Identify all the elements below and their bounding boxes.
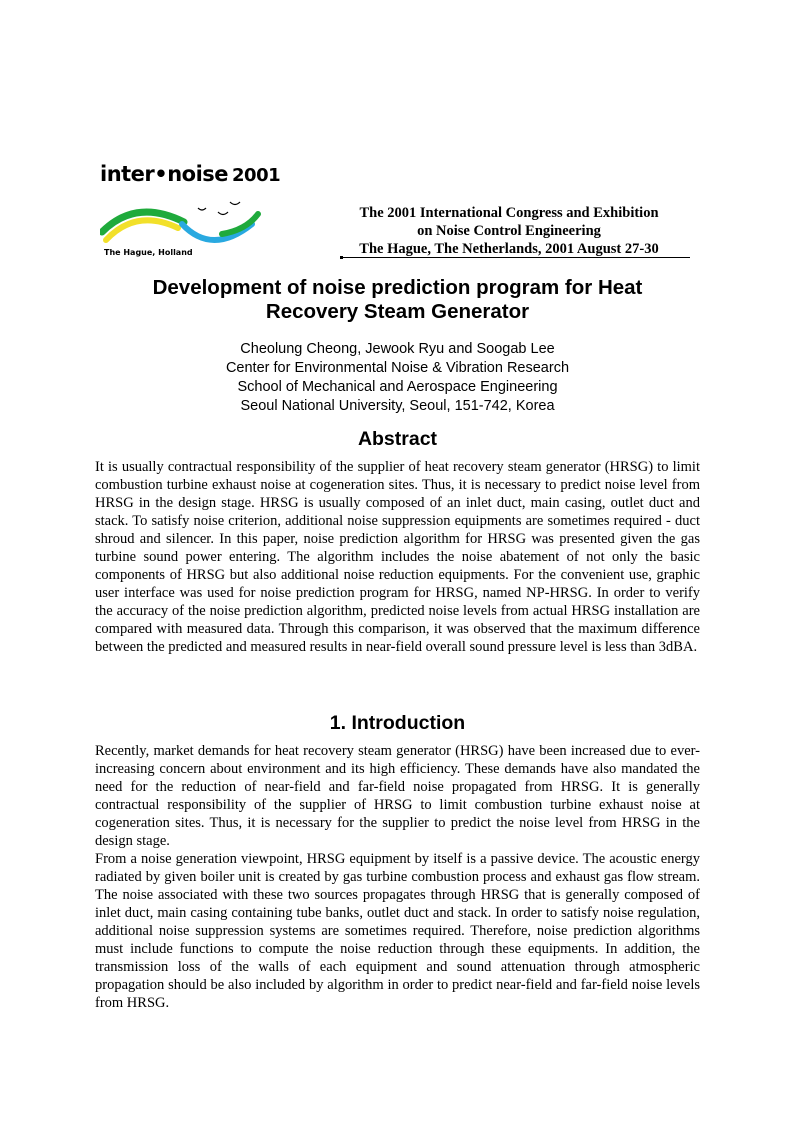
intro-paragraph: From a noise generation viewpoint, HRSG equipment by itself is a passive device. The acoustic energy radiated by given boiler unit is created by gas turbine combustion process and exhaust gas flow stream. The noise associated with these two sources propagates through HRSG that is generally composed of inlet duct, main casing containing tube banks, outlet duct and stack. In order to satisfy noise regulation, additional noise suppression systems are sometimes required. Therefore, noise prediction algorithms must include functions to compute the noise reduction through these equipments. In addition, the transmission loss of the walls of each equipment and sound attenuation through atmospheric propagation should be also included by algorithm in order to predict near-field and far-field noise levels from HRSG.	[95, 851, 700, 1011]
logo-title	[100, 162, 280, 186]
paper-title	[95, 276, 700, 324]
logo-green-right-arc	[222, 214, 258, 234]
conference-line: The Hague, The Netherlands, 2001 August 27-30	[359, 241, 659, 257]
author-names: Cheolung Cheong, Jewook Ryu and Soogab Lee	[240, 341, 555, 357]
title-line: Recovery Steam Generator	[265, 300, 530, 323]
logo-bird-1	[198, 208, 206, 210]
intro-paragraph: Recently, market demands for heat recovery steam generator (HRSG) have been increased due to ever-increasing concern about environment and its high efficiency. These demands have also mandated the need for the reduction of near-field and far-field noise propagated from HRSG. It is generally contractual responsibility of the supplier of HRSG to limit combustion turbine exhaust noise at cogeneration sites. Thus, it is necessary for the supplier to predict the noise level from HRSG in the design stage.	[95, 743, 700, 849]
conference-line: on Noise Control Engineering	[417, 223, 601, 239]
logo-year: 2001	[232, 165, 281, 186]
abstract-heading: Abstract	[357, 428, 438, 450]
logo-bird-2	[218, 212, 228, 215]
logo-bird-3	[230, 202, 240, 205]
title-line: Development of noise prediction program for Heat	[152, 276, 643, 299]
author-block	[95, 340, 700, 416]
abstract-paragraph: It is usually contractual responsibility of the supplier of heat recovery steam generator (HRSG) to limit combustion turbine exhaust noise at cogeneration sites. Thus, it is necessary to predict noise level from HRSG in the design stage. HRSG is usually composed of an inlet duct, main casing, outlet duct and stack. To satisfy noise criterion, additional noise suppression equipments are sometimes required - duct shroud and silencer. In this paper, noise prediction algorithm for HRSG was presented given the gas turbine sound power entering. The algorithm includes the noise abatement of not only the basic components of HRSG but also additional noise reduction equipments. For the convenient use, graphic user interface was used for noise prediction program for HRSG, named NP-HRSG. In order to verify the accuracy of the noise prediction algorithm, predicted noise levels from actual HRSG installation are compared with measured data. Through this comparison, it was observed that the maximum difference between the predicted and measured results in near-field overall sound pressure level is less than 3dBA.	[95, 459, 700, 655]
header-rule	[340, 257, 690, 258]
abstract-body	[95, 458, 700, 656]
conference-line: The 2001 International Congress and Exhibition	[359, 205, 659, 221]
introduction-body	[95, 742, 700, 1012]
author-affiliation: School of Mechanical and Aerospace Engineering	[237, 379, 558, 395]
logo-place: The Hague, Holland	[104, 248, 193, 257]
internoise-logo	[100, 162, 281, 262]
logo-title-text: inter•noise	[100, 162, 229, 186]
logo-waves-graphic	[100, 192, 265, 250]
conference-info	[333, 204, 685, 258]
author-affiliation: Seoul National University, Seoul, 151-742, Korea	[240, 398, 555, 414]
author-affiliation: Center for Environmental Noise & Vibration Research	[225, 360, 570, 376]
introduction-heading: 1. Introduction	[329, 712, 466, 734]
header-rule-mark	[340, 256, 343, 259]
